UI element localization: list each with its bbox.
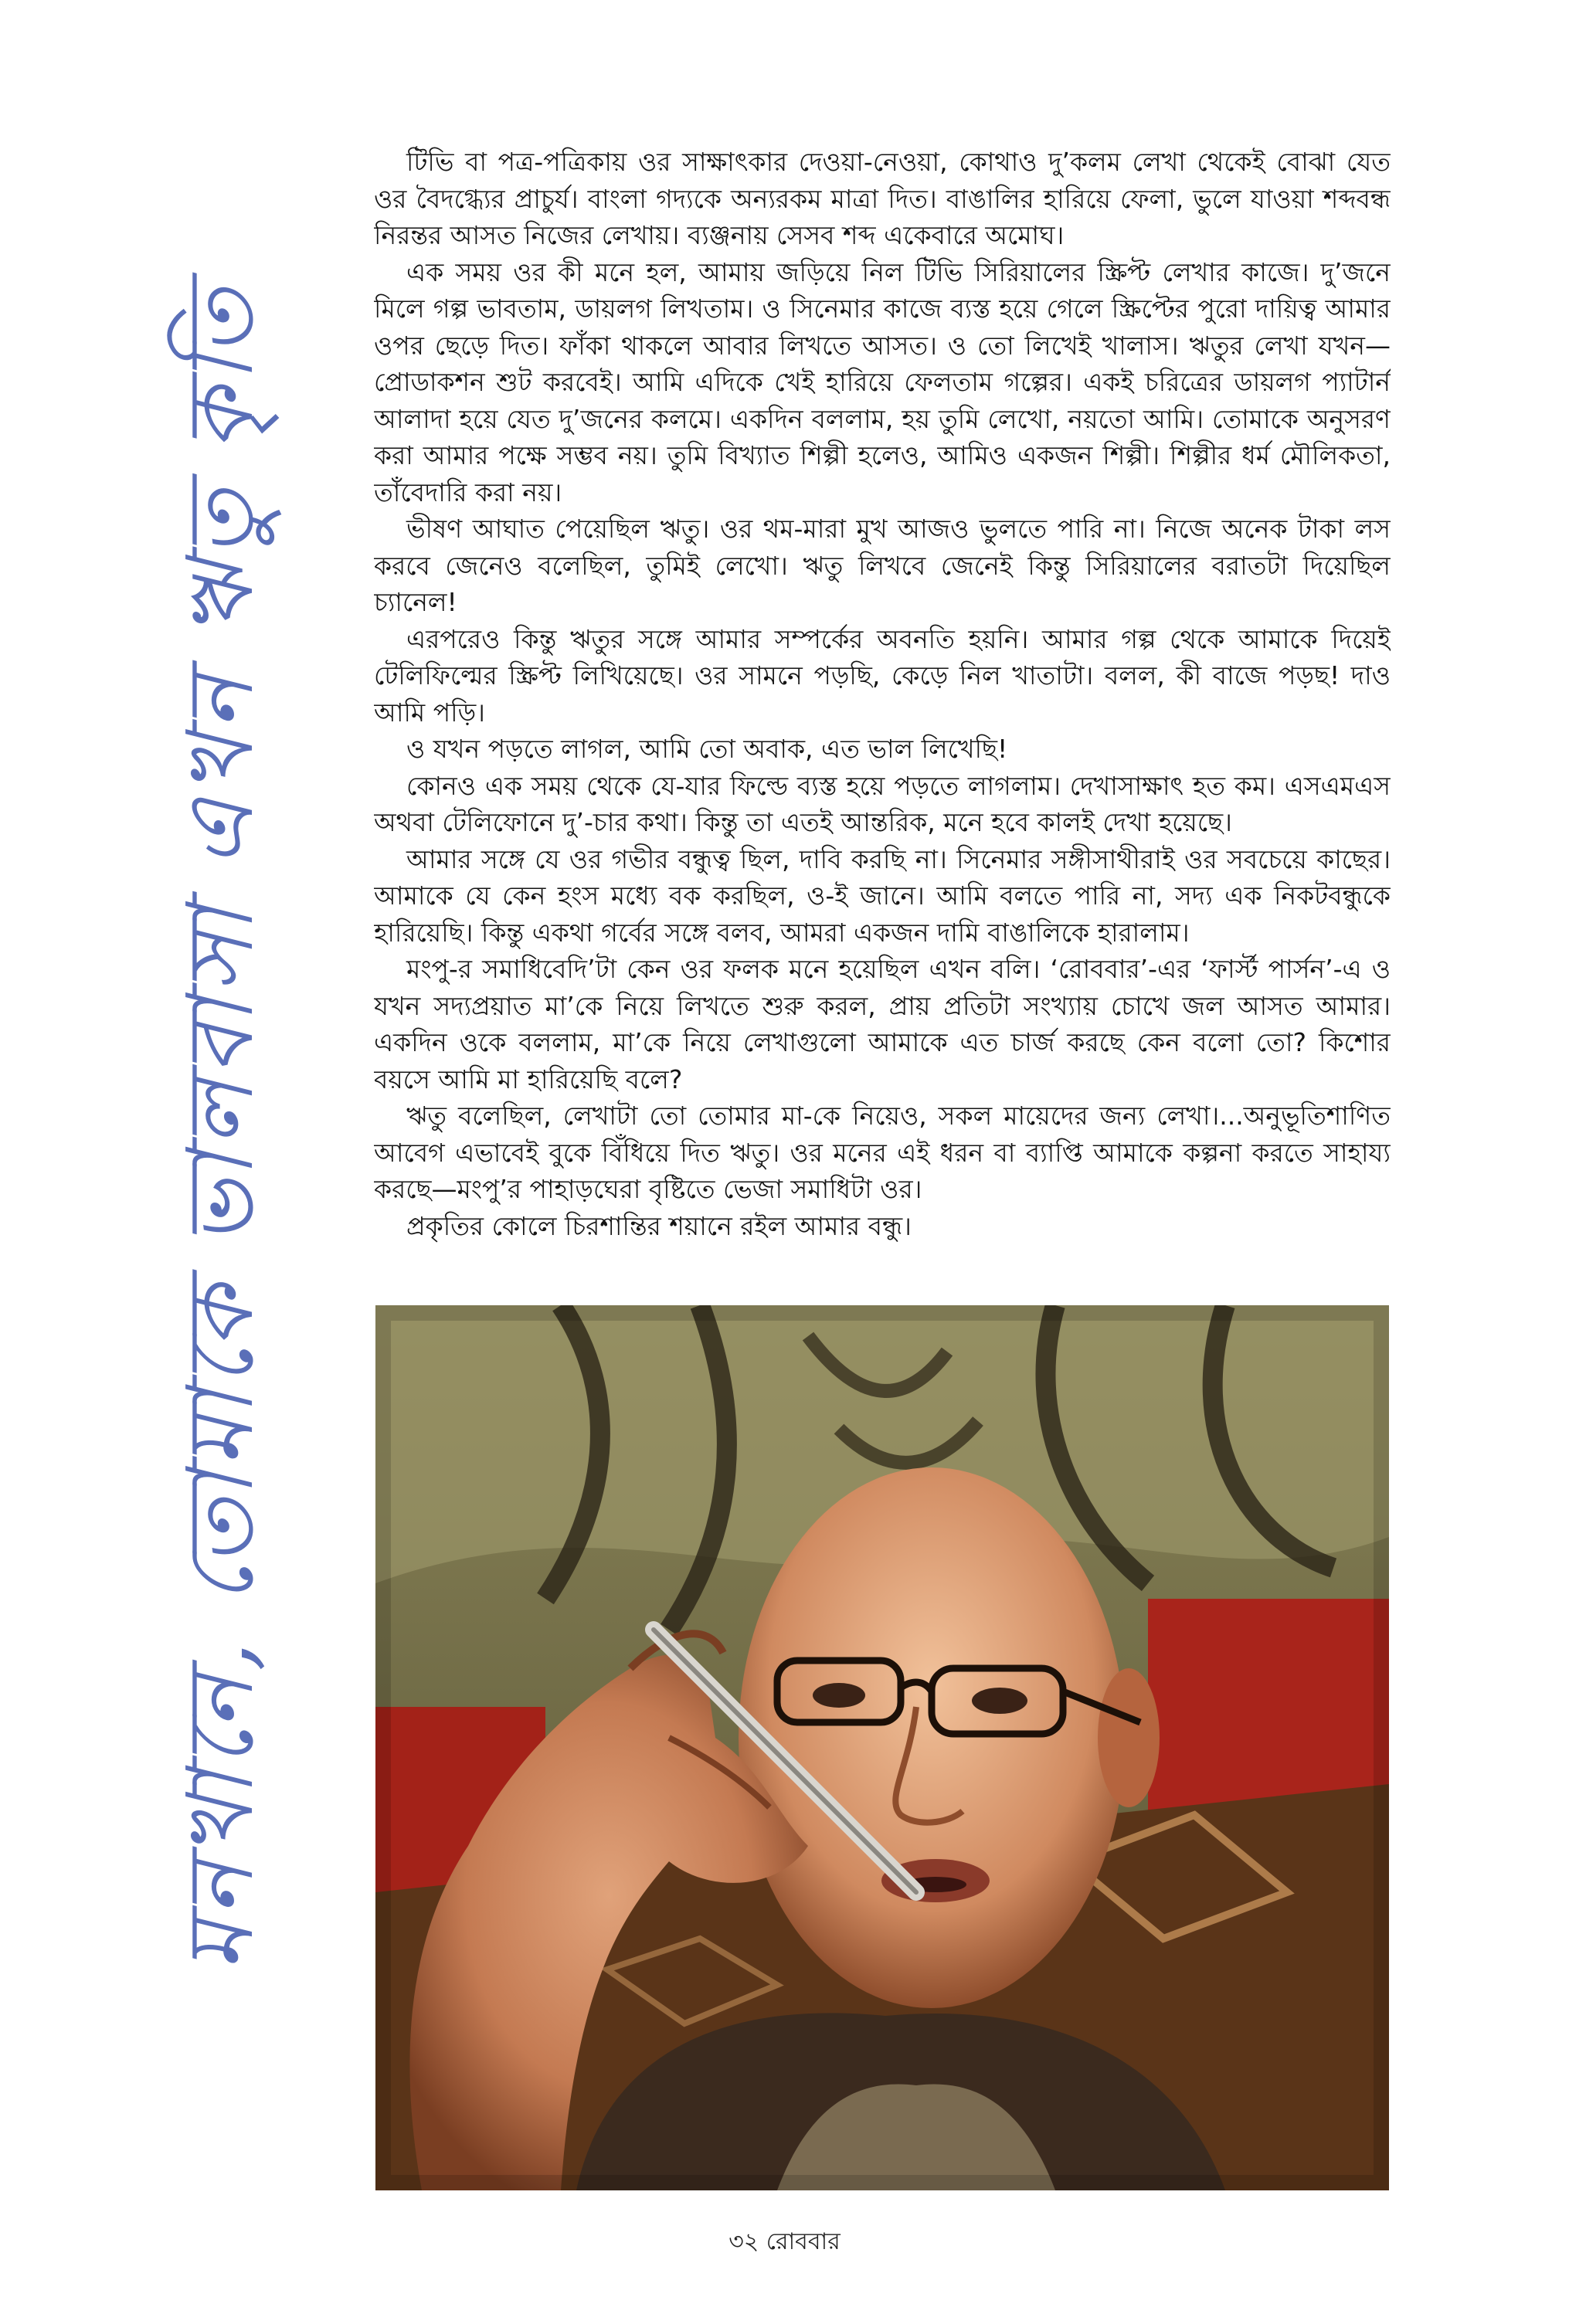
paragraph: প্রকৃতির কোলে চিরশান্তির শয়ানে রইল আমার বন্ধু। [406,1210,912,1241]
article-body [374,144,1391,1271]
paragraph: ভীষণ আঘাত পেয়েছিল ঋতু। ওর থম-মারা মুখ আজও ভুলতে পারি না। নিজে অনেক টাকা লস করবে জেনেও বলেছিল, তুমিই লেখো। ঋতু লিখবে জেনেই কিন্তু সিরিয়ালের বরাতটা দিয়েছিল চ্যানেল! [374,514,1391,617]
paragraph: আমার সঙ্গে যে ওর গভীর বন্ধুত্ব ছিল, দাবি করছি না। সিনেমার সঙ্গীসাথীরাই ওর সবচেয়ে কাছের। আমাকে যে কেন হংস মধ্যে বক করছিল, ও-ই জানে। আমি বলতে পারি না, সদ্য এক নিকটবন্ধুকে হারিয়েছি। কিন্তু একথা গর্বের সঙ্গে বলব, আমরা একজন দামি বাঙালিকে হারালাম। [374,843,1391,948]
paragraph: ঋতু বলেছিল, লেখাটা তো তোমার মা-কে নিয়েও, সকল মায়েদের জন্য লেখা।...অনুভূতিশাণিত আবেগ এভাবেই বুকে বিঁধিয়ে দিত ঋতু। ওর মনের এই ধরন বা ব্যাপ্তি আমাকে কল্পনা করতে সাহায্য করছে—মংপু’র পাহাড়ঘেরা বৃষ্টিতে ভেজা সমাধিটা ওর। [374,1101,1391,1204]
paragraph: মংপু-র সমাধিবেদি’টা কেন ওর ফলক মনে হয়েছিল এখন বলি। ‘রোববার’-এর ‘ফার্স্ট পার্সন’-এ ও যখন সদ্যপ্রয়াত মা’কে নিয়ে লিখতে শুরু করল, প্রায় প্রতিটা সংখ্যায় চোখে জল আসত আমার। একদিন ওকে বললাম, মা’কে নিয়ে লেখাগুলো আমাকে এত চার্জ করছে কেন বলো তো? কিশোর বয়সে আমি মা হারিয়েছি বলে? [374,954,1391,1094]
paragraph: এরপরেও কিন্তু ঋতুর সঙ্গে আমার সম্পর্কের অবনতি হয়নি। আমার গল্প থেকে আমাকে দিয়েই টেলিফিল্মের স্ক্রিপ্ট লিখিয়েছে। ওর সামনে পড়ছি, কেড়ে নিল খাতাটা। বলল, কী বাজে পড়ছ! দাও আমি পড়ি। [374,623,1391,728]
side-title-handwritten [155,139,286,2116]
side-title-text: মনখানে, তোমাকে ভালবাসা এখন ঋতু কৃতি [167,283,273,1972]
paragraph: কোনও এক সময় থেকে যে-যার ফিল্ডে ব্যস্ত হয়ে পড়তে লাগলাম। দেখাসাক্ষাৎ হত কম। এসএমএস অথবা টেলিফোনে দু’-চার কথা। কিন্তু তা এতই আন্তরিক, মনে হবে কালই দেখা হয়েছে। [374,770,1391,837]
paragraph: এক সময় ওর কী মনে হল, আমায় জড়িয়ে নিল টিভি সিরিয়ালের স্ক্রিপ্ট লেখার কাজে। দু’জনে মিলে গল্প ভাবতাম, ডায়লগ লিখতাম। ও সিনেমার কাজে ব্যস্ত হয়ে গেলে স্ক্রিপ্টের পুরো দায়িত্ব আমার ওপর ছেড়ে দিত। ফাঁকা থাকলে আবার লিখতে আসত। ও তো লিখেই খালাস। ঋতুর লেখা যখন—প্রোডাকশন শুট করবেই। আমি এদিকে খেই হারিয়ে ফেলতাম গল্পের। একই চরিত্রের ডায়লগ প্যাটার্ন আলাদা হয়ে যেত দু’জনের কলমে। একদিন বললাম, হয় তুমি লেখো, নয়তো আমি। তোমাকে অনুসরণ করা আমার পক্ষে সম্ভব নয়। তুমি বিখ্যাত শিল্পী হলেও, আমিও একজন শিল্পী। শিল্পীর ধর্ম মৌলিকতা, তাঁবেদারি করা নয়। [374,256,1391,507]
paragraph: ও যখন পড়তে লাগল, আমি তো অবাক, এত ভাল লিখেছি! [406,734,1008,764]
portrait-photo [375,1305,1389,2190]
paragraph: টিভি বা পত্র-পত্রিকায় ওর সাক্ষাৎকার দেওয়া-নেওয়া, কোথাও দু’কলম লেখা থেকেই বোঝা যেত ওর বৈদগ্ধ্যের প্রাচুর্য। বাংলা গদ্যকে অন্যরকম মাত্রা দিত। বাঙালির হারিয়ে ফেলা, ভুলে যাওয়া শব্দবন্ধ নিরন্তর আসত নিজের লেখায়। ব্যঞ্জনায় সেসব শব্দ একেবারে অমোঘ। [374,147,1391,250]
page-number-footer: ৩২ রোববার [728,2228,841,2255]
